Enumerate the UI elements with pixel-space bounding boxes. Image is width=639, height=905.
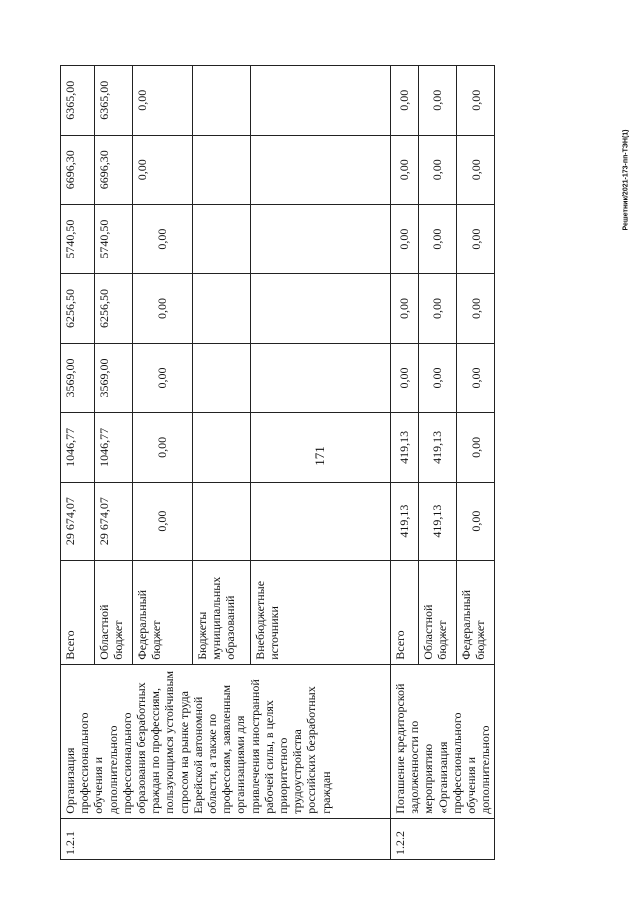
value-cell — [251, 274, 391, 343]
funding-source: Областной бюджет — [95, 560, 133, 664]
value-cell: 0,00 — [133, 413, 193, 482]
table-wrapper — [60, 65, 493, 860]
value-cell: 0,00 — [419, 274, 457, 343]
value-cell: 0,00 — [457, 66, 495, 136]
value-cell: 0,00 — [457, 343, 495, 412]
funding-source: Федеральный бюджет — [133, 560, 193, 664]
value-cell: 3569,00 — [95, 343, 133, 412]
value-cell — [251, 204, 391, 273]
value-cell: 0,00 — [457, 482, 495, 560]
value-cell: 419,13 — [419, 413, 457, 482]
value-cell: 0,00 — [419, 66, 457, 136]
value-cell: 0,00 — [419, 343, 457, 412]
value-cell: 0,00 — [457, 413, 495, 482]
funding-source: Областной бюджет — [419, 560, 457, 664]
table-row — [61, 66, 95, 860]
funding-source: Внебюджетные источники — [251, 560, 391, 664]
value-cell — [193, 66, 251, 136]
value-cell — [193, 413, 251, 482]
value-cell: 5740,50 — [95, 204, 133, 273]
value-cell: 6365,00 — [95, 66, 133, 136]
value-cell: 6365,00 — [61, 66, 95, 136]
value-cell: 29 674,07 — [95, 482, 133, 560]
value-cell: 0,00 — [457, 274, 495, 343]
value-cell: 419,13 — [419, 482, 457, 560]
value-cell: 5740,50 — [61, 204, 95, 273]
value-cell: 29 674,07 — [61, 482, 95, 560]
item-name: Погашение кредиторской задолженности по мероприятию «Организация профессионального обучения и дополнительного — [391, 664, 495, 818]
value-cell: 6256,50 — [95, 274, 133, 343]
value-cell — [193, 482, 251, 560]
value-cell: 0,00 — [391, 343, 419, 412]
value-cell: 0,00 — [457, 204, 495, 273]
value-cell — [251, 413, 391, 482]
value-cell: 0,00 — [391, 135, 419, 204]
value-cell — [193, 135, 251, 204]
value-cell: 6696,30 — [95, 135, 133, 204]
value-cell: 0,00 — [133, 66, 193, 136]
value-cell: 1046,77 — [95, 413, 133, 482]
value-cell — [193, 204, 251, 273]
value-cell: 0,00 — [133, 204, 193, 273]
value-cell: 0,00 — [133, 135, 193, 204]
value-cell: 3569,00 — [61, 343, 95, 412]
value-cell: 0,00 — [419, 204, 457, 273]
value-cell: 6696,30 — [61, 135, 95, 204]
value-cell: 0,00 — [391, 66, 419, 136]
budget-table — [60, 65, 495, 860]
page-number: 171 — [311, 446, 327, 466]
value-cell: 0,00 — [391, 274, 419, 343]
value-cell — [251, 343, 391, 412]
value-cell: 419,13 — [391, 482, 419, 560]
value-cell: 0,00 — [391, 204, 419, 273]
value-cell: 0,00 — [419, 135, 457, 204]
value-cell: 0,00 — [457, 135, 495, 204]
value-cell — [251, 135, 391, 204]
funding-source: Всего — [391, 560, 419, 664]
rotated-table-container — [60, 65, 493, 860]
value-cell: 6256,50 — [61, 274, 95, 343]
value-cell: 0,00 — [133, 343, 193, 412]
value-cell — [193, 343, 251, 412]
item-number: 1.2.1 — [61, 818, 391, 859]
value-cell — [251, 66, 391, 136]
funding-source: Федеральный бюджет — [457, 560, 495, 664]
item-number: 1.2.2 — [391, 818, 495, 859]
value-cell: 419,13 — [391, 413, 419, 482]
item-name: Организация профессионального обучения и дополнительного профессионального образования безработных граждан по профессиям, пользующимся устойчивым спросом на рынке труда Еврейской автономной области, а также по профессиям, заявленным организациями для привлечения иностранной рабочей силы, в целях приоритетного трудоустройства российских безработных граждан — [61, 664, 391, 818]
document-stamp: Решетник/2021-173-пп-ТЭН(1) — [622, 129, 630, 231]
value-cell: 0,00 — [133, 482, 193, 560]
table-row — [391, 66, 419, 860]
funding-source: Всего — [61, 560, 95, 664]
funding-source: Бюджеты муниципальных образований — [193, 560, 251, 664]
value-cell — [193, 274, 251, 343]
value-cell: 1046,77 — [61, 413, 95, 482]
value-cell: 0,00 — [133, 274, 193, 343]
value-cell — [251, 482, 391, 560]
